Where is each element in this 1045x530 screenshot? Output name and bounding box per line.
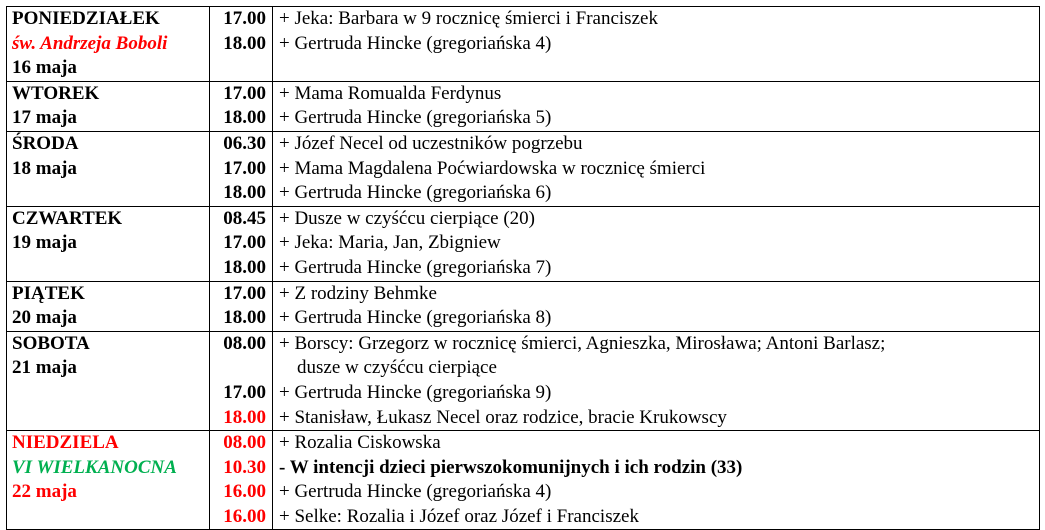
mass-time: 17.00 [223,82,266,104]
mass-time: 16.00 [223,505,266,527]
mass-time: 18.00 [223,307,266,329]
intention-text: + Z rodziny Behmke [279,282,437,304]
day-cell [7,281,210,331]
intention-cell [273,331,1040,430]
intention-cell [273,281,1040,331]
day-date: 16 maja [12,57,77,79]
day-date: 18 maja [12,157,77,179]
time-spacer [210,356,272,381]
intention-text: + Gertruda Hincke (gregoriańska 4) [279,32,552,54]
intention-text-continued: dusze w czyśćcu cierpiące [297,357,497,379]
intention-text: + Gertruda Hincke (gregoriańska 7) [279,256,552,278]
day-row-sunday [7,431,1040,530]
day-date: 19 maja [12,232,77,254]
intention-text: + Dusze w czyśćcu cierpiące (20) [279,207,535,229]
intention-text: + Jeka: Maria, Jan, Zbigniew [279,232,501,254]
intention-text: + Mama Romualda Ferdynus [279,82,502,104]
day-cell [7,431,210,530]
day-row-monday [7,7,1040,82]
mass-time: 17.00 [223,8,266,29]
time-cell [210,7,273,82]
time-cell [210,431,273,530]
mass-time: 06.30 [223,132,266,154]
mass-time: 08.00 [223,332,266,354]
day-date: 21 maja [12,357,77,379]
day-row-wednesday [7,131,1040,206]
day-row-friday [7,281,1040,331]
day-cell [7,131,210,206]
mass-time: 17.00 [223,232,266,254]
day-date: 20 maja [12,307,77,329]
mass-time: 17.00 [223,282,266,304]
intention-text: + Gertruda Hincke (gregoriańska 8) [279,307,552,329]
feast-name: św. Andrzeja Boboli [12,32,168,54]
intention-cell [273,81,1040,131]
mass-time: 17.00 [223,157,266,179]
mass-time: 17.00 [223,381,266,403]
day-cell [7,7,210,82]
intention-cell [273,131,1040,206]
day-cell [7,331,210,430]
day-row-thursday [7,206,1040,281]
day-cell [7,81,210,131]
feast-name: VI WIELKANOCNA [12,456,177,478]
mass-time: 18.00 [223,406,266,428]
mass-time: 16.00 [223,481,266,503]
day-row-saturday [7,331,1040,430]
day-name: CZWARTEK [12,207,123,229]
intention-cell [273,7,1040,82]
mass-time: 10.30 [223,456,266,478]
day-date: 22 maja [12,481,77,503]
intention-text: + Gertruda Hincke (gregoriańska 9) [279,381,552,403]
time-cell [210,131,273,206]
intention-text: + Selke: Rozalia i Józef oraz Józef i Franciszek [279,505,639,527]
mass-time: 08.00 [223,432,266,454]
intention-text: + Mama Magdalena Poćwiardowska w rocznicę śmierci [279,157,706,179]
day-name: ŚRODA [12,132,79,154]
intention-text-highlighted: - W intencji dzieci pierwszokomunijnych i ich rodzin (33) [279,456,743,478]
intention-text: + Borscy: Grzegorz w rocznicę śmierci, Agnieszka, Mirosława; Antoni Barlasz; [279,332,886,354]
day-name: PIĄTEK [12,282,85,304]
intention-text: + Gertruda Hincke (gregoriańska 5) [279,107,552,129]
intention-cell [273,431,1040,530]
day-date: 17 maja [12,107,77,129]
day-name: WTOREK [12,82,100,104]
time-cell [210,331,273,430]
mass-time: 18.00 [223,182,266,204]
day-name: NIEDZIELA [12,432,119,454]
intention-cell [273,206,1040,281]
mass-time: 08.45 [223,207,266,229]
intention-text: + Stanisław, Łukasz Necel oraz rodzice, bracie Krukowscy [279,406,727,428]
day-row-tuesday [7,81,1040,131]
mass-time: 18.00 [223,107,266,129]
day-cell [7,206,210,281]
time-cell [210,206,273,281]
intention-text: + Jeka: Barbara w 9 rocznicę śmierci i Franciszek [279,8,658,29]
mass-time: 18.00 [223,32,266,54]
intention-text: + Gertruda Hincke (gregoriańska 6) [279,182,552,204]
intention-text: + Gertruda Hincke (gregoriańska 4) [279,481,552,503]
time-cell [210,81,273,131]
time-cell [210,281,273,331]
day-name: PONIEDZIAŁEK [12,8,160,29]
mass-intentions-table [6,6,1040,530]
intention-text: + Józef Necel od uczestników pogrzebu [279,132,583,154]
intention-text: + Rozalia Ciskowska [279,432,441,454]
day-name: SOBOTA [12,332,90,354]
mass-time: 18.00 [223,256,266,278]
